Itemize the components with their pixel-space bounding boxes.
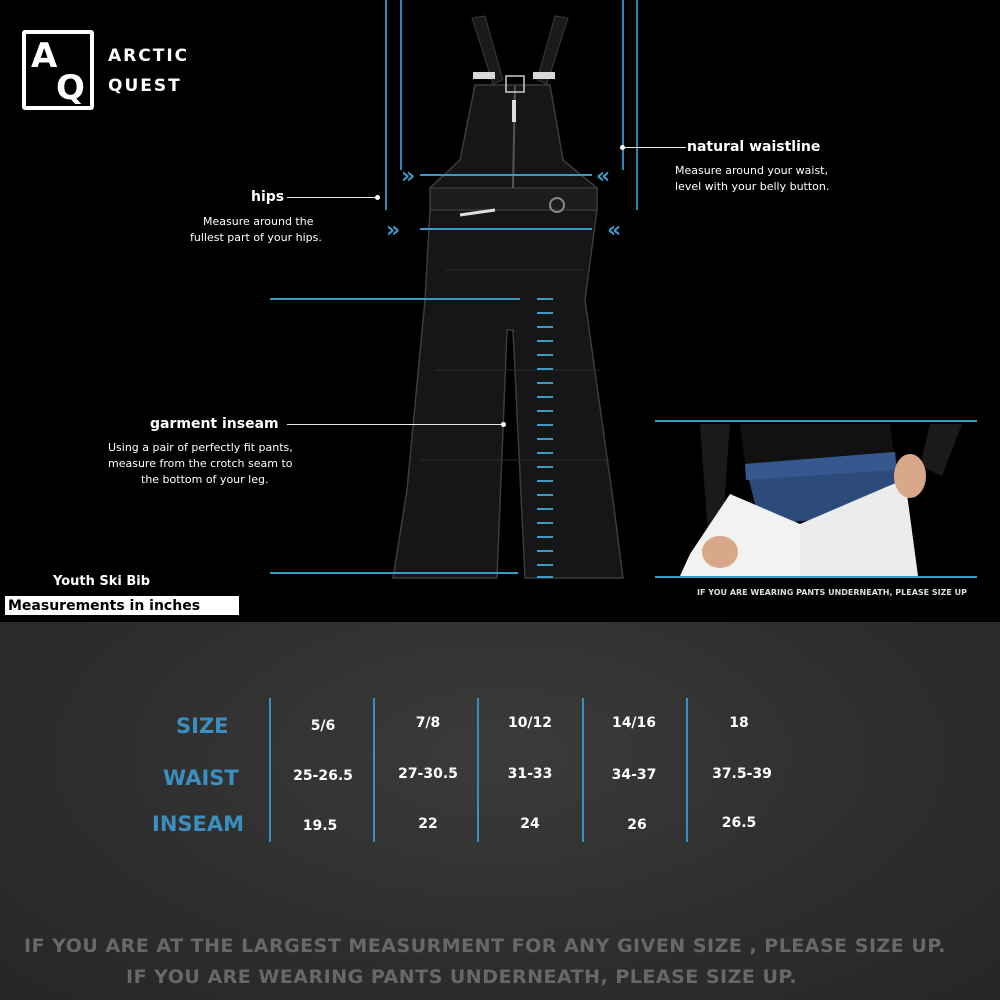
- hips-leader-line: [287, 197, 375, 198]
- logo-letter-q: Q: [56, 68, 85, 108]
- column-divider: [373, 698, 375, 842]
- cell-inseam-18: 26.5: [721, 815, 757, 831]
- inseam-leader-dot: [501, 422, 506, 427]
- cell-waist-5-6: 25-26.5: [293, 768, 353, 784]
- chevron-left-icon: «: [596, 164, 605, 189]
- waist-leader-line: [624, 147, 686, 148]
- photo-top-line: [655, 420, 977, 422]
- column-divider: [477, 698, 479, 842]
- cell-size-7-8: 7/8: [415, 715, 441, 731]
- chevron-right-icon: »: [386, 218, 395, 243]
- hips-measure-line: [420, 228, 592, 230]
- cell-size-10-12: 10/12: [507, 715, 553, 731]
- waist-desc-line1: Measure around your waist,: [675, 164, 828, 177]
- hips-desc-line1: Measure around the: [203, 215, 314, 228]
- chevron-left-icon: «: [607, 218, 616, 243]
- waist-title: natural waistline: [687, 139, 821, 155]
- inseam-desc-line2: measure from the crotch seam to: [108, 457, 293, 470]
- column-divider: [686, 698, 688, 842]
- hips-guide-line-right: [636, 0, 638, 210]
- cell-waist-7-8: 27-30.5: [398, 766, 458, 782]
- arctic-quest-logo: [22, 30, 94, 110]
- cell-inseam-7-8: 22: [418, 816, 438, 832]
- cell-inseam-10-12: 24: [520, 816, 540, 832]
- cell-inseam-5-6: 19.5: [302, 818, 338, 834]
- cell-inseam-14-16: 26: [627, 817, 647, 833]
- column-divider: [582, 698, 584, 842]
- cell-size-14-16: 14/16: [611, 715, 657, 731]
- cell-waist-10-12: 31-33: [507, 766, 553, 782]
- crotch-line: [270, 298, 520, 300]
- product-name: Youth Ski Bib: [53, 574, 151, 589]
- cell-size-18: 18: [729, 715, 749, 731]
- waist-desc-line2: level with your belly button.: [675, 180, 830, 193]
- photo-caption: IF YOU ARE WEARING PANTS UNDERNEATH, PLEASE SIZE UP: [697, 588, 968, 597]
- size-up-note-largest: IF YOU ARE AT THE LARGEST MEASURMENT FOR ANY GIVEN SIZE , PLEASE SIZE UP.: [24, 935, 946, 957]
- hips-title: hips: [251, 189, 285, 205]
- row-label-inseam: INSEAM: [152, 812, 245, 836]
- cell-size-5-6: 5/6: [310, 718, 336, 734]
- row-label-waist: WAIST: [163, 766, 239, 790]
- inseam-title: garment inseam: [150, 416, 279, 432]
- inseam-leader-line: [287, 424, 501, 425]
- chevron-right-icon: »: [401, 164, 410, 189]
- units-label: Measurements in inches: [8, 598, 201, 614]
- inseam-desc-line3: the bottom of your leg.: [141, 473, 269, 486]
- logo-letter-a: A: [31, 36, 58, 76]
- column-divider: [269, 698, 271, 842]
- hips-desc-line2: fullest part of your hips.: [190, 231, 322, 244]
- brand-name-line1: ARCTIC: [108, 46, 190, 66]
- cell-waist-18: 37.5-39: [712, 766, 772, 782]
- row-label-size: SIZE: [176, 714, 229, 738]
- inseam-ruler: [537, 298, 553, 578]
- cell-waist-14-16: 34-37: [611, 767, 657, 783]
- brand-name-line2: QUEST: [108, 76, 182, 96]
- layering-photo: [680, 424, 962, 576]
- hem-line: [270, 572, 518, 574]
- waist-measure-line: [420, 174, 592, 176]
- size-up-note-underneath: IF YOU ARE WEARING PANTS UNDERNEATH, PLEASE SIZE UP.: [126, 966, 798, 988]
- hips-leader-dot: [375, 195, 380, 200]
- inseam-desc-line1: Using a pair of perfectly fit pants,: [108, 441, 293, 454]
- photo-bottom-line: [655, 576, 977, 578]
